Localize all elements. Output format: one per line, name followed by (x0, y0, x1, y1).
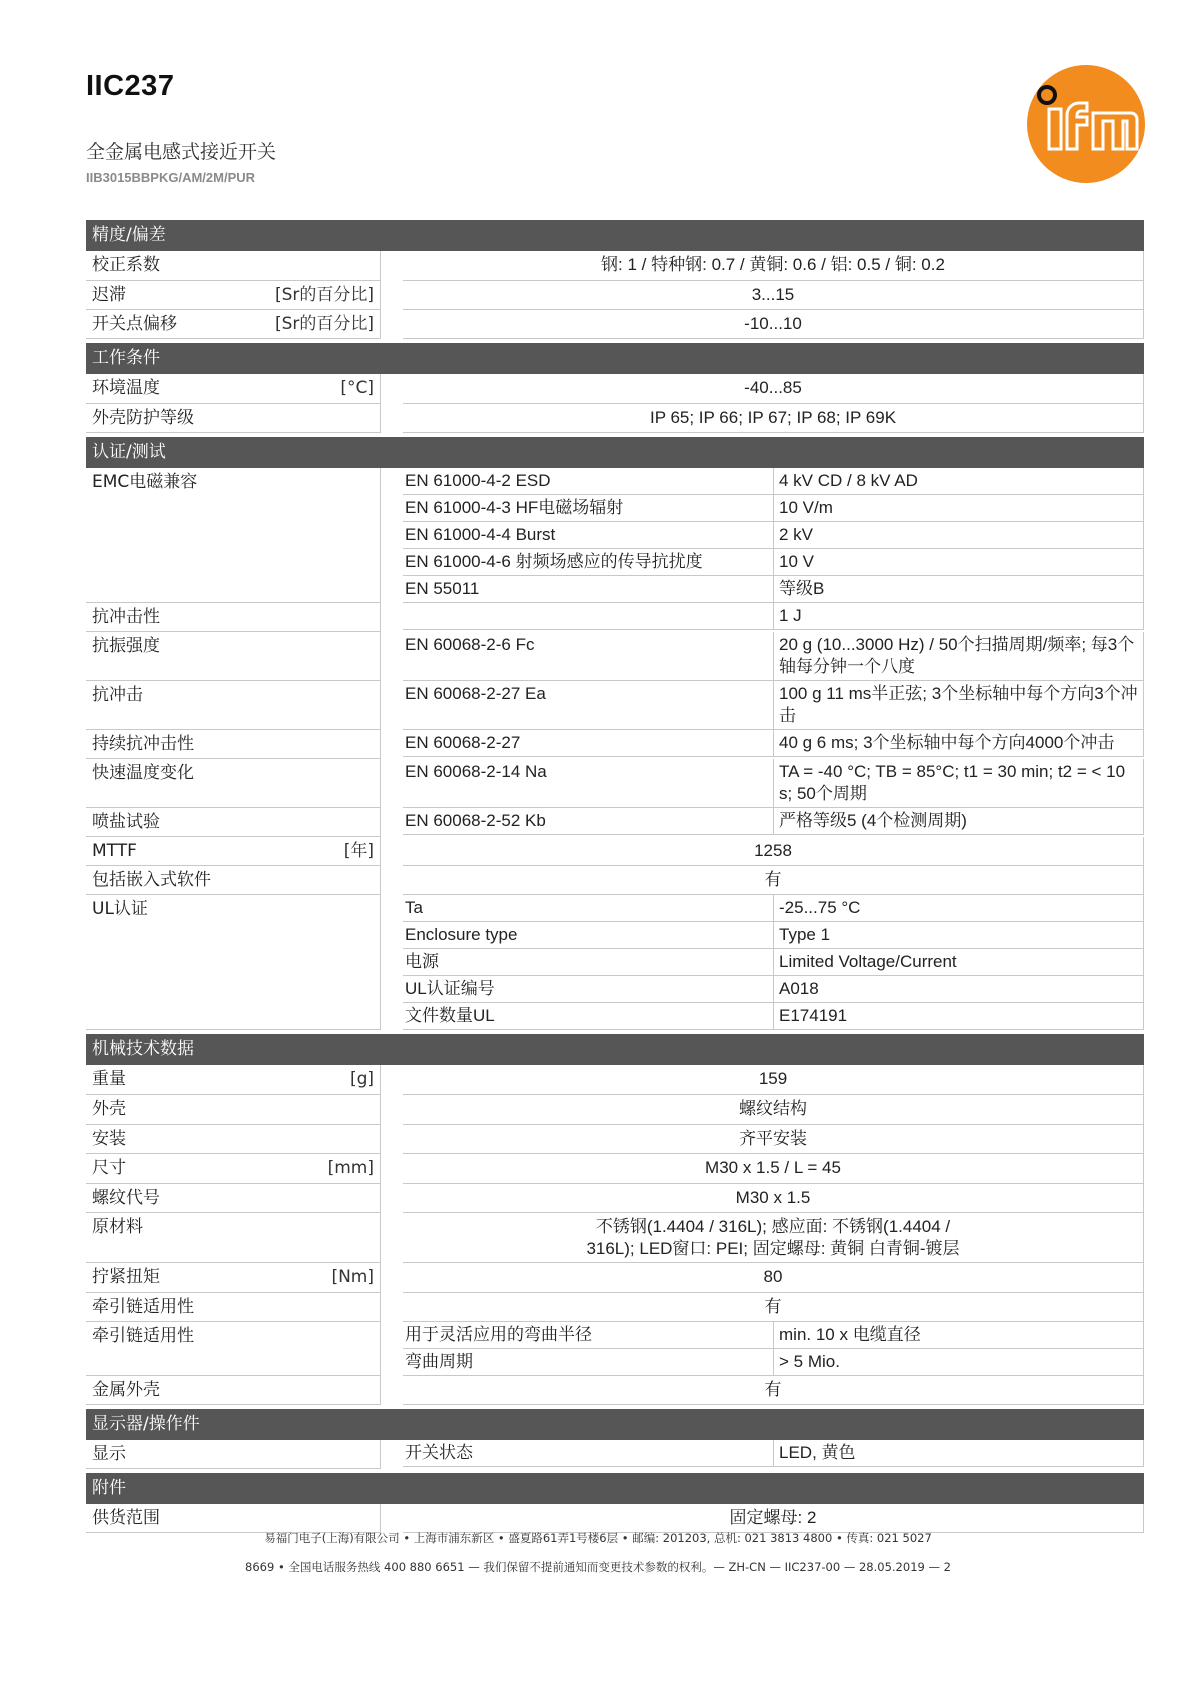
spec-label: 尺寸 [mm] (86, 1154, 381, 1184)
spec-std: 电源 (403, 949, 774, 976)
spec-std: EN 61000-4-4 Burst (403, 522, 774, 549)
spec-label: 快速温度变化 (86, 759, 381, 808)
spec-value: IP 65; IP 66; IP 67; IP 68; IP 69K (403, 404, 1144, 433)
spec-row (86, 1440, 1144, 1469)
spec-row (86, 1263, 1144, 1293)
product-code: IIB3015BBPKG/AM/2M/PUR (86, 170, 256, 185)
spec-std: EN 61000-4-2 ESD (403, 468, 774, 495)
spec-subvalue: 100 g 11 ms半正弦; 3个坐标轴中每个方向3个冲击 (774, 681, 1144, 730)
spec-label: 金属外壳 (86, 1376, 381, 1405)
spec-subvalue: 20 g (10...3000 Hz) / 50个扫描周期/频率; 每3个轴每分钟一个八度 (774, 632, 1144, 681)
spec-label: UL认证 (86, 895, 381, 1030)
spec-row (86, 632, 1144, 681)
spec-std: Enclosure type (403, 922, 774, 949)
spec-label: 校正系数 (86, 251, 381, 281)
spec-row (86, 1154, 1144, 1184)
spec-label: 牵引链适用性 (86, 1322, 381, 1376)
spec-unit: [°C] (340, 378, 374, 398)
spec-value: 不锈钢(1.4404 / 316L); 感应面: 不锈钢(1.4404 / 316L); LED窗口: PEI; 固定螺母: 黄铜 白青铜-镀层 (403, 1213, 1144, 1263)
spec-std: EN 60068-2-27 (403, 730, 774, 757)
spec-row (86, 1213, 1144, 1263)
spec-value: -10...10 (403, 310, 1144, 339)
spec-label: 重量 [g] (86, 1065, 381, 1095)
spec-row (86, 1065, 1144, 1095)
spec-std: 弯曲周期 (403, 1349, 774, 1376)
spec-row (86, 404, 1144, 433)
section-header-display: 显示器/操作件 (86, 1409, 1144, 1440)
section-header-cert: 认证/测试 (86, 437, 1144, 468)
spec-subvalue: TA = -40 °C; TB = 85°C; t1 = 30 min; t2 = < 10 s; 50个周期 (774, 759, 1144, 808)
spec-subvalue: min. 10 x 电缆直径 (774, 1322, 1144, 1349)
spec-std (403, 603, 774, 630)
spec-label: 外壳防护等级 (86, 404, 381, 433)
spec-subvalue: A018 (774, 976, 1144, 1003)
spec-label: 显示 (86, 1440, 381, 1469)
spec-std: 文件数量UL (403, 1003, 774, 1030)
document-header (86, 70, 1146, 200)
spec-label: 抗冲击 (86, 681, 381, 730)
spec-label: 包括嵌入式软件 (86, 866, 381, 895)
spec-value: 3...15 (403, 281, 1144, 310)
spec-std: Ta (403, 895, 774, 922)
spec-row (86, 1293, 1144, 1322)
spec-std: EN 61000-4-6 射频场感应的传导抗扰度 (403, 549, 774, 576)
spec-label: 持续抗冲击性 (86, 730, 381, 759)
spec-subvalue: 10 V (774, 549, 1144, 576)
ifm-logo-icon (1027, 65, 1145, 183)
spec-value: 钢: 1 / 特种钢: 0.7 / 黄铜: 0.6 / 铝: 0.5 / 铜: 0.2 (403, 251, 1144, 281)
spec-std: EN 60068-2-6 Fc (403, 632, 774, 681)
spec-value: -40...85 (403, 374, 1144, 404)
spec-value: 1258 (403, 837, 1144, 866)
product-title: IIC237 (86, 70, 175, 102)
spec-std: EN 60068-2-27 Ea (403, 681, 774, 730)
spec-row (86, 1376, 1144, 1405)
spec-subvalue: E174191 (774, 1003, 1144, 1030)
section-header-accessories: 附件 (86, 1473, 1144, 1504)
spec-label: 供货范围 (86, 1504, 381, 1533)
spec-value: 有 (403, 1293, 1144, 1322)
spec-label: 牵引链适用性 (86, 1293, 381, 1322)
spec-value: 固定螺母: 2 (403, 1504, 1144, 1533)
spec-label: 拧紧扭矩 [Nm] (86, 1263, 381, 1293)
spec-value: 螺纹结构 (403, 1095, 1144, 1125)
spec-unit: [Sr的百分比] (274, 314, 374, 334)
spec-label: 开关点偏移 [Sr的百分比] (86, 310, 381, 339)
spec-value: M30 x 1.5 (403, 1184, 1144, 1213)
spec-label: 外壳 (86, 1095, 381, 1125)
spec-std: EN 61000-4-3 HF电磁场辐射 (403, 495, 774, 522)
spec-row (86, 837, 1144, 866)
spec-row (86, 730, 1144, 759)
spec-std: UL认证编号 (403, 976, 774, 1003)
spec-subvalue: 2 kV (774, 522, 1144, 549)
spec-std: 用于灵活应用的弯曲半径 (403, 1322, 774, 1349)
spec-row (86, 681, 1144, 730)
ifm-logo (1027, 65, 1145, 183)
spec-row (86, 808, 1144, 837)
spec-subvalue: LED, 黄色 (774, 1440, 1144, 1467)
spec-subvalue: 4 kV CD / 8 kV AD (774, 468, 1144, 495)
spec-label: EMC电磁兼容 (86, 468, 381, 603)
spec-std: EN 60068-2-52 Kb (403, 808, 774, 835)
spec-value: 有 (403, 866, 1144, 895)
spec-unit: [Sr的百分比] (274, 285, 374, 305)
spec-unit: [g] (349, 1069, 374, 1089)
section-header-mechanical: 机械技术数据 (86, 1034, 1144, 1065)
spec-value: 齐平安装 (403, 1125, 1144, 1154)
spec-std: 开关状态 (403, 1440, 774, 1467)
spec-label: 安装 (86, 1125, 381, 1154)
spec-row (86, 1322, 1144, 1376)
spec-unit: [mm] (327, 1158, 374, 1178)
spec-row (86, 310, 1144, 339)
spec-label: 迟滞 [Sr的百分比] (86, 281, 381, 310)
spec-row (86, 1504, 1144, 1533)
spec-label: 抗冲击性 (86, 603, 381, 632)
spec-value: M30 x 1.5 / L = 45 (403, 1154, 1144, 1184)
spec-subvalue: Type 1 (774, 922, 1144, 949)
spec-subvalue: 40 g 6 ms; 3个坐标轴中每个方向4000个冲击 (774, 730, 1144, 757)
spec-label: 环境温度 [°C] (86, 374, 381, 404)
spec-row (86, 374, 1144, 404)
spec-label: MTTF [年] (86, 837, 381, 866)
spec-row (86, 1095, 1144, 1125)
spec-value: 80 (403, 1263, 1144, 1293)
spec-value: 有 (403, 1376, 1144, 1405)
spec-label: 抗振强度 (86, 632, 381, 681)
footer-line-2: 8669 • 全国电话服务热线 400 880 6651 — 我们保留不提前通知而变更技术参数的权利。— ZH-CN — IIC237-00 — 28.05.2019 — 2 (245, 1560, 951, 1574)
spec-unit: [Nm] (331, 1267, 374, 1287)
spec-std: EN 55011 (403, 576, 774, 603)
spec-subvalue: Limited Voltage/Current (774, 949, 1144, 976)
spec-label: 原材料 (86, 1213, 381, 1263)
spec-unit: [年] (343, 841, 374, 861)
footer-line-1: 易福门电子(上海)有限公司 • 上海市浦东新区 • 盛夏路61弄1号楼6层 • 邮编: 201203, 总机: 021 3813 4800 • 传真: 021 5027 (264, 1531, 932, 1545)
spec-row-ul (86, 895, 1144, 1030)
spec-row (86, 759, 1144, 808)
spec-label: 螺纹代号 (86, 1184, 381, 1213)
spec-row (86, 281, 1144, 310)
spec-label: 喷盐试验 (86, 808, 381, 837)
spec-subvalue: 1 J (774, 603, 1144, 630)
product-subtitle: 全金属电感式接近开关 (86, 141, 277, 163)
spec-table (86, 220, 1144, 1533)
spec-row (86, 603, 1144, 632)
spec-value: 159 (403, 1065, 1144, 1095)
spec-subvalue: 等级B (774, 576, 1144, 603)
spec-row (86, 1125, 1144, 1154)
section-header-precision: 精度/偏差 (86, 220, 1144, 251)
spec-row (86, 866, 1144, 895)
spec-subvalue: 10 V/m (774, 495, 1144, 522)
spec-subvalue: -25...75 °C (774, 895, 1144, 922)
section-header-operating: 工作条件 (86, 343, 1144, 374)
spec-row-emc (86, 468, 1144, 603)
spec-subvalue: 严格等级5 (4个检测周期) (774, 808, 1144, 835)
spec-subvalue: > 5 Mio. (774, 1349, 1144, 1376)
spec-row (86, 1184, 1144, 1213)
spec-row (86, 251, 1144, 281)
spec-std: EN 60068-2-14 Na (403, 759, 774, 808)
